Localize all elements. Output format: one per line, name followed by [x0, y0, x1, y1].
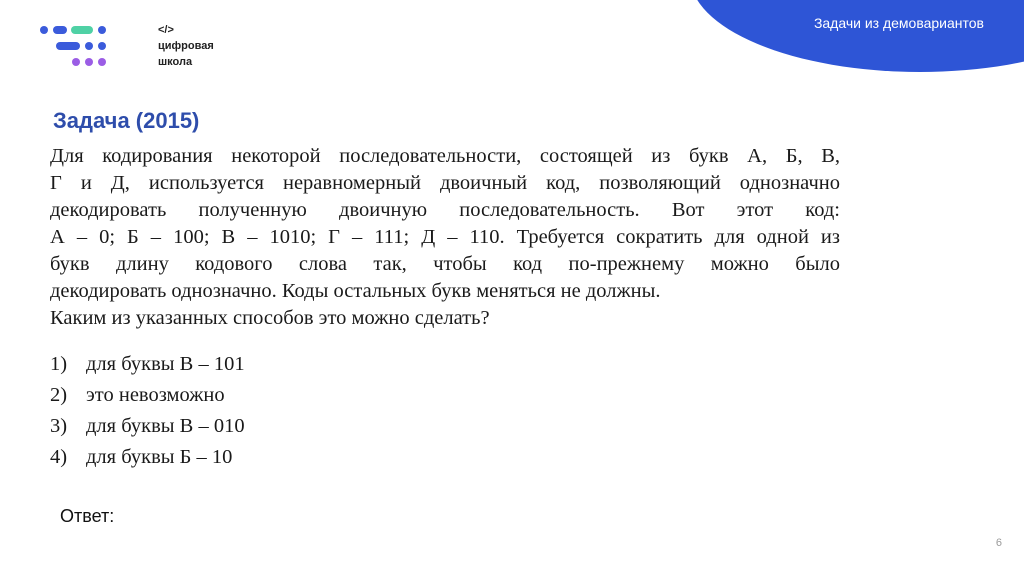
task-line: декодировать однозначно. Коды остальных букв меняться не должны.: [50, 280, 661, 302]
option-number: 4): [50, 446, 68, 468]
answer-option: [50, 411, 245, 442]
task-question: Каким из указанных способов это можно сделать?: [50, 307, 490, 329]
section-title: Задачи из демовариантов: [813, 15, 984, 31]
logo-line-2: школа: [158, 56, 193, 68]
option-number: 3): [50, 415, 68, 437]
answer-label: Ответ:: [60, 506, 115, 526]
task-line: букв длину кодового слова так, чтобы код по-прежнему можно было: [50, 253, 840, 275]
option-number: 1): [50, 353, 68, 375]
logo-dots-icon: [40, 24, 120, 74]
answer-option: [50, 442, 245, 473]
task-statement: [50, 143, 840, 332]
answer-options-list: [50, 349, 245, 473]
option-text: для буквы В – 101: [86, 353, 245, 375]
task-line: Для кодирования некоторой последовательности, состоящей из букв А, Б, В,: [50, 145, 840, 167]
option-number: 2): [50, 384, 68, 406]
option-text: для буквы В – 010: [86, 415, 245, 437]
task-title: Задача (2015): [53, 108, 200, 133]
task-line: А – 0; Б – 100; В – 1010; Г – 111; Д – 110. Требуется сократить для одной из: [50, 226, 840, 248]
answer-option: [50, 380, 245, 411]
logo-code-symbol: </>: [158, 24, 174, 36]
option-text: это невозможно: [86, 384, 225, 406]
answer-option: [50, 349, 245, 380]
header-corner-shape: [690, 0, 1024, 72]
logo-line-1: цифровая: [158, 40, 214, 52]
digital-school-logo: [40, 24, 214, 80]
page-number: 6: [995, 537, 1002, 549]
task-line: Г и Д, используется неравномерный двоичный код, позволяющий однозначно: [50, 172, 840, 194]
option-text: для буквы Б – 10: [86, 446, 233, 468]
task-line: декодировать полученную двоичную последовательность. Вот этот код:: [50, 199, 840, 221]
